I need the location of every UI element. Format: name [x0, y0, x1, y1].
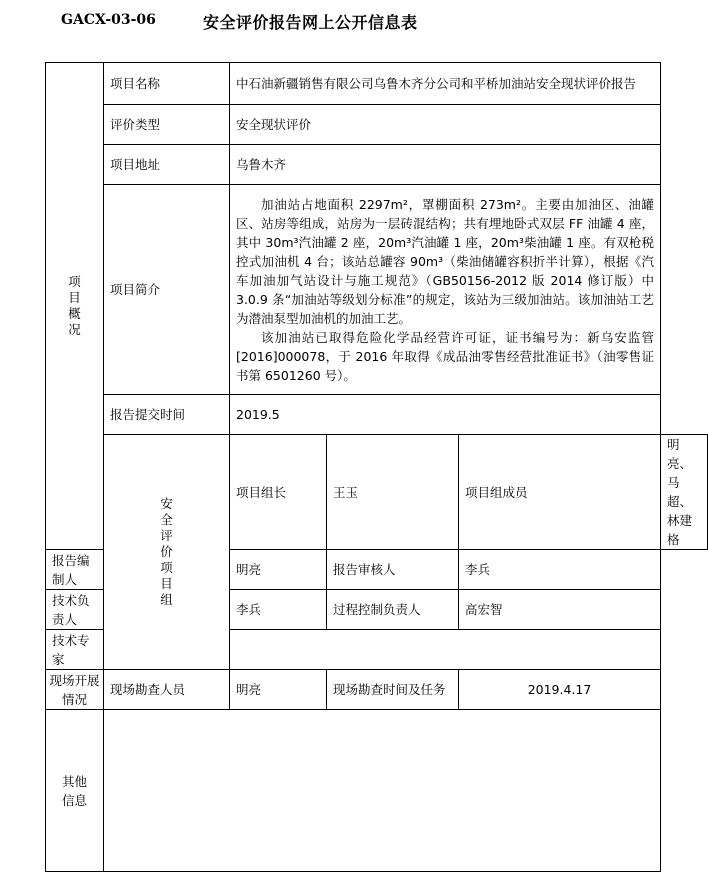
leader-label: 项目组长 [230, 435, 327, 550]
expert-value [230, 630, 661, 670]
intro-paragraph-1: 加油站占地面积 2297m²，罩棚面积 273m²。主要由加油区、油罐区、站房等组成，站房为一层砖混结构；共有埋地卧式双层 FF 油罐 4 座，其中 30m³汽油罐 2 座，20m³汽油罐 1 座，20m³柴油罐 1 座。有双枪税控式加油机 4 台；该站总罐容 90m³（柴油储罐容积折半计算），根据《汽车加油加气站设计与施工规范》（GB50156-2012 版 2014 修订版）中 3.0.9 条“加油站等级划分标准”的规定，该站为三级加油站。该加油站工艺为潜油泵型加油机的加油工艺。 [236, 196, 654, 326]
document-code: GACX-03-06 [61, 12, 156, 28]
tech-lead-label: 技术负责人 [46, 590, 104, 630]
row-eval-type [46, 105, 708, 145]
project-name-label: 项目名称 [104, 63, 230, 105]
survey-time-label: 现场勘查时间及任务 [327, 670, 459, 710]
survey-time-value: 2019.4.17 [459, 670, 661, 710]
submit-time-value: 2019.5 [230, 395, 661, 435]
members-label: 项目组成员 [459, 435, 661, 550]
process-ctrl-label: 过程控制负责人 [327, 590, 459, 630]
row-site [46, 670, 708, 710]
address-value: 乌鲁木齐 [230, 145, 661, 185]
document-title: 安全评价报告网上公开信息表 [203, 13, 418, 32]
eval-type-label: 评价类型 [104, 105, 230, 145]
intro-value [230, 185, 661, 395]
section-site: 现场开展情况 [46, 670, 104, 710]
info-table [45, 62, 708, 872]
expert-label: 技术专家 [46, 630, 104, 670]
intro-paragraph-2: 该加油站已取得危险化学品经营许可证，证书编号为：新乌安监管[2016]000078，于 2016 年取得《成品油零售经营批准证书》（油零售证书第 6501260 号）。 [236, 329, 654, 383]
reviewer-value: 李兵 [459, 550, 661, 590]
row-submit-time [46, 395, 708, 435]
address-label: 项目地址 [104, 145, 230, 185]
row-other [46, 710, 708, 872]
row-project-name [46, 63, 708, 105]
author-value: 明亮 [230, 550, 327, 590]
tech-lead-value: 李兵 [230, 590, 327, 630]
section-team: 安全评价项目组 [104, 435, 230, 670]
submit-time-label: 报告提交时间 [104, 395, 230, 435]
surveyor-value: 明亮 [230, 670, 327, 710]
section-other: 其他信息 [46, 710, 104, 872]
author-label: 报告编制人 [46, 550, 104, 590]
document-header [0, 10, 708, 34]
project-name-value: 中石油新疆销售有限公司乌鲁木齐分公司和平桥加油站安全现状评价报告 [230, 63, 661, 105]
other-value [104, 710, 661, 872]
row-address [46, 145, 708, 185]
eval-type-value: 安全现状评价 [230, 105, 661, 145]
row-leader [46, 435, 708, 550]
members-value: 明亮、马超、林建格 [661, 435, 708, 550]
process-ctrl-value: 高宏智 [459, 590, 661, 630]
intro-label: 项目简介 [104, 185, 230, 395]
surveyor-label: 现场勘查人员 [104, 670, 230, 710]
leader-value: 王玉 [327, 435, 459, 550]
section-overview: 项目概况 [46, 63, 104, 550]
row-intro [46, 185, 708, 395]
reviewer-label: 报告审核人 [327, 550, 459, 590]
